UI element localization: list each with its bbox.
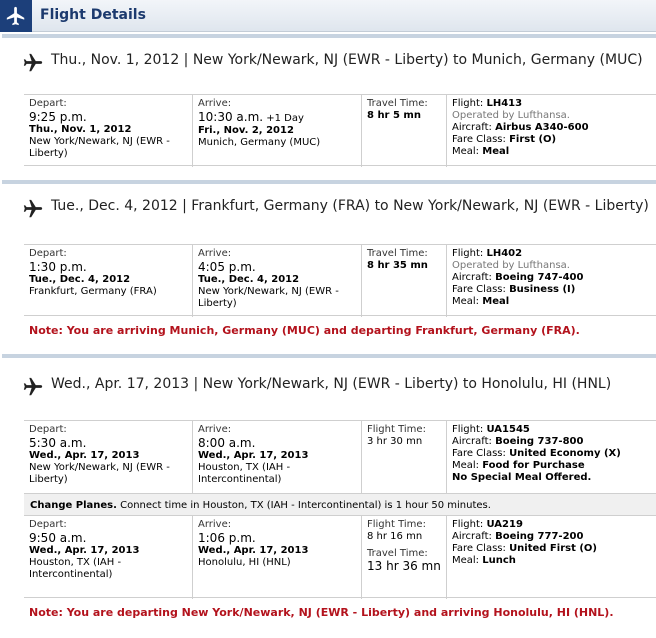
flight-number: LH402 bbox=[486, 248, 523, 259]
aircraft: Boeing 747-400 bbox=[495, 272, 584, 283]
segment-title: Thu., Nov. 1, 2012 | New York/Newark, NJ (EWR - Liberty) to Munich, Germany (MUC) bbox=[51, 52, 643, 68]
segment-title: Tue., Dec. 4, 2012 | Frankfurt, Germany (FRA) to New York/Newark, NJ (EWR - Liberty) bbox=[51, 198, 649, 214]
arrive-place: Honolulu, HI (HNL) bbox=[198, 557, 291, 568]
time-cell: Flight Time: 8 hr 16 mn Travel Time: 13 hr 36 mn bbox=[362, 516, 447, 599]
depart-cell: Depart: 9:25 p.m. Thu., Nov. 1, 2012 New York/Newark, NJ (EWR - Liberty) bbox=[24, 95, 193, 167]
depart-place: Frankfurt, Germany (FRA) bbox=[29, 286, 157, 297]
depart-time: 9:25 p.m. bbox=[29, 110, 87, 124]
segment-1 bbox=[2, 34, 656, 184]
arrive-cell: Arrive: 10:30 a.m. +1 Day Fri., Nov. 2, 2012 Munich, Germany (MUC) bbox=[193, 95, 362, 167]
fare-class: United First (O) bbox=[509, 543, 597, 554]
meal: Meal bbox=[482, 296, 510, 307]
travel-time: 8 hr 35 mn bbox=[367, 260, 428, 271]
airplane-icon bbox=[22, 52, 44, 74]
aircraft: Airbus A340-600 bbox=[495, 122, 589, 133]
meal: Lunch bbox=[482, 555, 516, 566]
flight-info-cell: Flight: LH413 Operated by Lufthansa. Aircraft: Airbus A340-600 Fare Class: First (O) Meal: Meal bbox=[447, 95, 656, 167]
flight-info-cell: Flight: UA1545 Aircraft: Boeing 737-800 Fare Class: United Economy (X) Meal: Food for Purchase No Special Meal Offered. bbox=[447, 421, 656, 493]
arrive-date: Fri., Nov. 2, 2012 bbox=[198, 125, 294, 136]
flight-grid bbox=[24, 244, 656, 316]
segment-2 bbox=[2, 180, 656, 354]
arrive-place: Houston, TX (IAH - Intercontinental) bbox=[198, 462, 291, 485]
arrive-place: New York/Newark, NJ (EWR - Liberty) bbox=[198, 286, 339, 309]
airplane-icon bbox=[22, 198, 44, 220]
itinerary-note: Note: You are departing New York/Newark, NJ (EWR - Liberty) and arriving Honolulu, HI (HNL). bbox=[29, 606, 614, 619]
segment-3 bbox=[2, 354, 656, 638]
page-title: Flight Details bbox=[40, 7, 146, 23]
change-planes-label: Change Planes. bbox=[30, 500, 117, 511]
flight-info-cell: Flight: LH402 Operated by Lufthansa. Aircraft: Boeing 747-400 Fare Class: Business (I) Meal: Meal bbox=[447, 245, 656, 317]
aircraft: Boeing 777-200 bbox=[495, 531, 584, 542]
flight-time: 8 hr 16 mn bbox=[367, 531, 423, 542]
arrive-cell: Arrive: 8:00 a.m. Wed., Apr. 17, 2013 Houston, TX (IAH - Intercontinental) bbox=[193, 421, 362, 493]
time-cell: Flight Time: 3 hr 30 mn bbox=[362, 421, 447, 493]
segment-title: Wed., Apr. 17, 2013 | New York/Newark, NJ (EWR - Liberty) to Honolulu, HI (HNL) bbox=[51, 376, 612, 392]
meal-note: No Special Meal Offered. bbox=[452, 472, 592, 483]
arrive-date: Wed., Apr. 17, 2013 bbox=[198, 545, 309, 556]
arrive-place: Munich, Germany (MUC) bbox=[198, 137, 321, 148]
meal: Meal bbox=[482, 146, 510, 157]
flight-number: LH413 bbox=[486, 98, 523, 109]
fare-class: United Economy (X) bbox=[509, 448, 621, 459]
flight-details-header bbox=[0, 0, 656, 32]
depart-date: Wed., Apr. 17, 2013 bbox=[29, 545, 140, 556]
arrive-time: 8:00 a.m. bbox=[198, 436, 256, 450]
flight-number: UA1545 bbox=[486, 424, 530, 435]
time-cell: Travel Time: 8 hr 5 mn bbox=[362, 95, 447, 167]
depart-time: 9:50 a.m. bbox=[29, 531, 87, 545]
flight-row bbox=[24, 421, 656, 493]
meal: Food for Purchase bbox=[482, 460, 585, 471]
flight-row bbox=[24, 95, 656, 167]
time-cell: Travel Time: 8 hr 35 mn bbox=[362, 245, 447, 317]
arrive-time: 1:06 p.m. bbox=[198, 531, 256, 545]
aircraft: Boeing 737-800 bbox=[495, 436, 584, 447]
arrive-cell: Arrive: 1:06 p.m. Wed., Apr. 17, 2013 Honolulu, HI (HNL) bbox=[193, 516, 362, 599]
depart-cell: Depart: 5:30 a.m. Wed., Apr. 17, 2013 New York/Newark, NJ (EWR - Liberty) bbox=[24, 421, 193, 493]
flight-number: UA219 bbox=[486, 519, 523, 530]
depart-date: Wed., Apr. 17, 2013 bbox=[29, 450, 140, 461]
arrive-cell: Arrive: 4:05 p.m. Tue., Dec. 4, 2012 New York/Newark, NJ (EWR - Liberty) bbox=[193, 245, 362, 317]
arrive-time: 4:05 p.m. bbox=[198, 260, 256, 274]
flight-grid bbox=[24, 420, 656, 598]
depart-place: Houston, TX (IAH - Intercontinental) bbox=[29, 557, 122, 580]
change-planes-text: Connect time in Houston, TX (IAH - Intercontinental) is 1 hour 50 minutes. bbox=[120, 500, 491, 511]
flight-info-cell: Flight: UA219 Aircraft: Boeing 777-200 Fare Class: United First (O) Meal: Lunch bbox=[452, 519, 597, 566]
airplane-icon bbox=[22, 376, 44, 398]
depart-date: Thu., Nov. 1, 2012 bbox=[29, 124, 132, 135]
flight-time: 3 hr 30 mn bbox=[367, 436, 423, 447]
flight-grid bbox=[24, 94, 656, 166]
depart-place: New York/Newark, NJ (EWR - Liberty) bbox=[29, 462, 170, 485]
flight-row bbox=[24, 516, 656, 599]
travel-time: 8 hr 5 mn bbox=[367, 110, 421, 121]
header-icon-box bbox=[0, 0, 32, 32]
depart-place: New York/Newark, NJ (EWR - Liberty) bbox=[29, 136, 170, 159]
change-planes-bar bbox=[24, 493, 656, 516]
airplane-icon bbox=[5, 5, 27, 27]
arrive-time: 10:30 a.m. bbox=[198, 110, 264, 124]
depart-cell: Depart: 9:50 a.m. Wed., Apr. 17, 2013 Houston, TX (IAH - Intercontinental) bbox=[24, 516, 193, 599]
operated-by: Operated by Lufthansa. bbox=[452, 260, 570, 271]
depart-time: 5:30 a.m. bbox=[29, 436, 87, 450]
arrive-date: Tue., Dec. 4, 2012 bbox=[198, 274, 300, 285]
operated-by: Operated by Lufthansa. bbox=[452, 110, 570, 121]
plus-day: +1 Day bbox=[266, 113, 304, 124]
depart-cell: Depart: 1:30 p.m. Tue., Dec. 4, 2012 Frankfurt, Germany (FRA) bbox=[24, 245, 193, 317]
total-travel-time: 13 hr 36 mn bbox=[367, 559, 441, 573]
depart-date: Tue., Dec. 4, 2012 bbox=[29, 274, 131, 285]
depart-time: 1:30 p.m. bbox=[29, 260, 87, 274]
arrive-date: Wed., Apr. 17, 2013 bbox=[198, 450, 309, 461]
flight-row bbox=[24, 245, 656, 317]
fare-class: First (O) bbox=[509, 134, 557, 145]
itinerary-note: Note: You are arriving Munich, Germany (MUC) and departing Frankfurt, Germany (FRA). bbox=[29, 324, 580, 337]
fare-class: Business (I) bbox=[509, 284, 576, 295]
